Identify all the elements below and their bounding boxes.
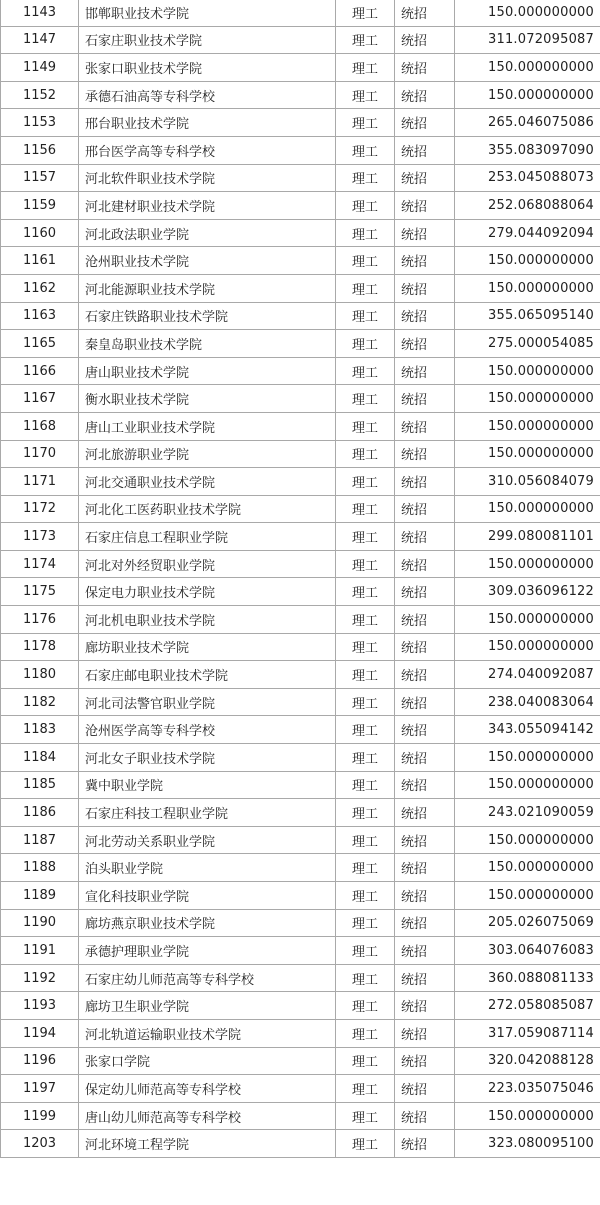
admission-batch-cell: 统招 — [395, 744, 455, 772]
school-name-cell: 廊坊燕京职业技术学院 — [79, 909, 336, 937]
table-row — [1, 26, 600, 54]
admission-batch-cell: 统招 — [395, 440, 455, 468]
school-code-cell: 1143 — [1, 0, 79, 26]
school-name-cell: 廊坊卫生职业学院 — [79, 992, 336, 1020]
subject-category-cell: 理工 — [336, 606, 395, 634]
school-name-cell: 石家庄信息工程职业学院 — [79, 523, 336, 551]
admission-batch-cell: 统招 — [395, 937, 455, 965]
subject-category-cell: 理工 — [336, 412, 395, 440]
school-code-cell: 1184 — [1, 744, 79, 772]
score-cell: 150.000000000 — [455, 81, 600, 109]
table-row — [1, 578, 600, 606]
subject-category-cell: 理工 — [336, 633, 395, 661]
subject-category-cell: 理工 — [336, 357, 395, 385]
school-code-cell: 1188 — [1, 854, 79, 882]
score-cell: 360.088081133 — [455, 964, 600, 992]
admission-batch-cell: 统招 — [395, 909, 455, 937]
subject-category-cell: 理工 — [336, 385, 395, 413]
score-cell: 150.000000000 — [455, 54, 600, 82]
table-row — [1, 606, 600, 634]
score-cell: 355.083097090 — [455, 136, 600, 164]
subject-category-cell: 理工 — [336, 247, 395, 275]
school-code-cell: 1183 — [1, 716, 79, 744]
school-code-cell: 1197 — [1, 1075, 79, 1103]
score-cell: 150.000000000 — [455, 854, 600, 882]
admission-batch-cell: 统招 — [395, 661, 455, 689]
school-name-cell: 唐山职业技术学院 — [79, 357, 336, 385]
admission-batch-cell: 统招 — [395, 136, 455, 164]
admission-batch-cell: 统招 — [395, 468, 455, 496]
admission-batch-cell: 统招 — [395, 523, 455, 551]
admission-batch-cell: 统招 — [395, 412, 455, 440]
admission-batch-cell: 统招 — [395, 633, 455, 661]
admission-batch-cell: 统招 — [395, 688, 455, 716]
school-name-cell: 衡水职业技术学院 — [79, 385, 336, 413]
school-code-cell: 1171 — [1, 468, 79, 496]
table-row — [1, 964, 600, 992]
school-name-cell: 河北软件职业技术学院 — [79, 164, 336, 192]
score-cell: 310.056084079 — [455, 468, 600, 496]
school-code-cell: 1196 — [1, 1047, 79, 1075]
table-row — [1, 633, 600, 661]
table-row — [1, 1019, 600, 1047]
school-code-cell: 1168 — [1, 412, 79, 440]
table-row — [1, 1130, 600, 1158]
score-cell: 279.044092094 — [455, 219, 600, 247]
school-name-cell: 唐山幼儿师范高等专科学校 — [79, 1102, 336, 1130]
school-code-cell: 1157 — [1, 164, 79, 192]
school-name-cell: 河北政法职业学院 — [79, 219, 336, 247]
school-name-cell: 承德石油高等专科学校 — [79, 81, 336, 109]
score-cell: 272.058085087 — [455, 992, 600, 1020]
school-name-cell: 石家庄职业技术学院 — [79, 26, 336, 54]
school-name-cell: 沧州医学高等专科学校 — [79, 716, 336, 744]
school-code-cell: 1182 — [1, 688, 79, 716]
subject-category-cell: 理工 — [336, 495, 395, 523]
subject-category-cell: 理工 — [336, 744, 395, 772]
table-row — [1, 523, 600, 551]
score-cell: 343.055094142 — [455, 716, 600, 744]
school-name-cell: 邢台医学高等专科学校 — [79, 136, 336, 164]
table-row — [1, 0, 600, 26]
table-row — [1, 799, 600, 827]
admission-batch-cell: 统招 — [395, 606, 455, 634]
score-cell: 150.000000000 — [455, 440, 600, 468]
school-code-cell: 1176 — [1, 606, 79, 634]
score-cell: 150.000000000 — [455, 550, 600, 578]
admission-batch-cell: 统招 — [395, 357, 455, 385]
school-code-cell: 1180 — [1, 661, 79, 689]
subject-category-cell: 理工 — [336, 992, 395, 1020]
school-name-cell: 石家庄铁路职业技术学院 — [79, 302, 336, 330]
subject-category-cell: 理工 — [336, 688, 395, 716]
score-cell: 150.000000000 — [455, 633, 600, 661]
table-row — [1, 550, 600, 578]
school-name-cell: 河北司法警官职业学院 — [79, 688, 336, 716]
school-code-cell: 1159 — [1, 192, 79, 220]
subject-category-cell: 理工 — [336, 909, 395, 937]
score-cell: 303.064076083 — [455, 937, 600, 965]
table-row — [1, 937, 600, 965]
subject-category-cell: 理工 — [336, 550, 395, 578]
school-name-cell: 河北旅游职业学院 — [79, 440, 336, 468]
subject-category-cell: 理工 — [336, 523, 395, 551]
score-cell: 205.026075069 — [455, 909, 600, 937]
school-name-cell: 保定电力职业技术学院 — [79, 578, 336, 606]
school-code-cell: 1172 — [1, 495, 79, 523]
school-code-cell: 1174 — [1, 550, 79, 578]
school-name-cell: 张家口职业技术学院 — [79, 54, 336, 82]
score-cell: 320.042088128 — [455, 1047, 600, 1075]
admission-batch-cell: 统招 — [395, 1130, 455, 1158]
table-row — [1, 302, 600, 330]
subject-category-cell: 理工 — [336, 219, 395, 247]
admission-batch-cell: 统招 — [395, 495, 455, 523]
subject-category-cell: 理工 — [336, 440, 395, 468]
score-cell: 150.000000000 — [455, 274, 600, 302]
school-code-cell: 1163 — [1, 302, 79, 330]
table-row — [1, 440, 600, 468]
admission-batch-cell: 统招 — [395, 771, 455, 799]
admission-batch-cell: 统招 — [395, 799, 455, 827]
score-cell: 150.000000000 — [455, 247, 600, 275]
school-name-cell: 河北化工医药职业技术学院 — [79, 495, 336, 523]
school-code-cell: 1153 — [1, 109, 79, 137]
admission-batch-cell: 统招 — [395, 716, 455, 744]
subject-category-cell: 理工 — [336, 882, 395, 910]
school-code-cell: 1175 — [1, 578, 79, 606]
admission-batch-cell: 统招 — [395, 274, 455, 302]
subject-category-cell: 理工 — [336, 302, 395, 330]
admission-batch-cell: 统招 — [395, 0, 455, 26]
school-name-cell: 石家庄科技工程职业学院 — [79, 799, 336, 827]
score-cell: 243.021090059 — [455, 799, 600, 827]
admission-batch-cell: 统招 — [395, 54, 455, 82]
table-row — [1, 688, 600, 716]
subject-category-cell: 理工 — [336, 1047, 395, 1075]
school-name-cell: 河北能源职业技术学院 — [79, 274, 336, 302]
admission-batch-cell: 统招 — [395, 826, 455, 854]
table-row — [1, 330, 600, 358]
subject-category-cell: 理工 — [336, 854, 395, 882]
admission-batch-cell: 统招 — [395, 109, 455, 137]
score-cell: 150.000000000 — [455, 744, 600, 772]
admission-batch-cell: 统招 — [395, 192, 455, 220]
table-row — [1, 1075, 600, 1103]
admission-batch-cell: 统招 — [395, 550, 455, 578]
table-row — [1, 412, 600, 440]
subject-category-cell: 理工 — [336, 1130, 395, 1158]
school-code-cell: 1199 — [1, 1102, 79, 1130]
subject-category-cell: 理工 — [336, 964, 395, 992]
table-row — [1, 1102, 600, 1130]
school-code-cell: 1167 — [1, 385, 79, 413]
admission-batch-cell: 统招 — [395, 330, 455, 358]
table-row — [1, 357, 600, 385]
admission-batch-cell: 统招 — [395, 1075, 455, 1103]
school-name-cell: 河北建材职业技术学院 — [79, 192, 336, 220]
score-cell: 223.035075046 — [455, 1075, 600, 1103]
subject-category-cell: 理工 — [336, 826, 395, 854]
school-name-cell: 河北对外经贸职业学院 — [79, 550, 336, 578]
school-name-cell: 石家庄邮电职业技术学院 — [79, 661, 336, 689]
school-name-cell: 唐山工业职业技术学院 — [79, 412, 336, 440]
table-row — [1, 54, 600, 82]
subject-category-cell: 理工 — [336, 1102, 395, 1130]
school-name-cell: 河北女子职业技术学院 — [79, 744, 336, 772]
school-code-cell: 1189 — [1, 882, 79, 910]
school-code-cell: 1147 — [1, 26, 79, 54]
school-name-cell: 沧州职业技术学院 — [79, 247, 336, 275]
school-name-cell: 泊头职业学院 — [79, 854, 336, 882]
school-name-cell: 宣化科技职业学院 — [79, 882, 336, 910]
table-row — [1, 136, 600, 164]
admission-batch-cell: 统招 — [395, 81, 455, 109]
admission-batch-cell: 统招 — [395, 302, 455, 330]
table-row — [1, 495, 600, 523]
admission-batch-cell: 统招 — [395, 854, 455, 882]
admission-batch-cell: 统招 — [395, 1019, 455, 1047]
school-code-cell: 1160 — [1, 219, 79, 247]
school-code-cell: 1178 — [1, 633, 79, 661]
subject-category-cell: 理工 — [336, 54, 395, 82]
score-cell: 252.068088064 — [455, 192, 600, 220]
subject-category-cell: 理工 — [336, 192, 395, 220]
admission-batch-cell: 统招 — [395, 964, 455, 992]
table-row — [1, 744, 600, 772]
table-row — [1, 716, 600, 744]
school-code-cell: 1194 — [1, 1019, 79, 1047]
school-code-cell: 1152 — [1, 81, 79, 109]
table-row — [1, 771, 600, 799]
subject-category-cell: 理工 — [336, 26, 395, 54]
score-cell: 317.059087114 — [455, 1019, 600, 1047]
school-code-cell: 1191 — [1, 937, 79, 965]
school-code-cell: 1190 — [1, 909, 79, 937]
subject-category-cell: 理工 — [336, 164, 395, 192]
school-code-cell: 1166 — [1, 357, 79, 385]
table-row — [1, 274, 600, 302]
school-name-cell: 冀中职业学院 — [79, 771, 336, 799]
school-code-cell: 1162 — [1, 274, 79, 302]
score-cell: 150.000000000 — [455, 1102, 600, 1130]
table-row — [1, 661, 600, 689]
subject-category-cell: 理工 — [336, 109, 395, 137]
school-code-cell: 1161 — [1, 247, 79, 275]
score-cell: 309.036096122 — [455, 578, 600, 606]
school-code-cell: 1173 — [1, 523, 79, 551]
school-name-cell: 河北劳动关系职业学院 — [79, 826, 336, 854]
school-code-cell: 1156 — [1, 136, 79, 164]
score-cell: 275.000054085 — [455, 330, 600, 358]
score-cell: 265.046075086 — [455, 109, 600, 137]
score-cell: 355.065095140 — [455, 302, 600, 330]
school-name-cell: 廊坊职业技术学院 — [79, 633, 336, 661]
subject-category-cell: 理工 — [336, 468, 395, 496]
table-row — [1, 992, 600, 1020]
subject-category-cell: 理工 — [336, 578, 395, 606]
subject-category-cell: 理工 — [336, 274, 395, 302]
score-cell: 150.000000000 — [455, 882, 600, 910]
table-row — [1, 882, 600, 910]
score-cell: 150.000000000 — [455, 385, 600, 413]
score-cell: 150.000000000 — [455, 0, 600, 26]
score-cell: 323.080095100 — [455, 1130, 600, 1158]
school-code-cell: 1185 — [1, 771, 79, 799]
score-cell: 150.000000000 — [455, 826, 600, 854]
score-cell: 311.072095087 — [455, 26, 600, 54]
school-name-cell: 石家庄幼儿师范高等专科学校 — [79, 964, 336, 992]
table-row — [1, 468, 600, 496]
school-code-cell: 1193 — [1, 992, 79, 1020]
score-cell: 150.000000000 — [455, 357, 600, 385]
table-row — [1, 192, 600, 220]
table-row — [1, 164, 600, 192]
school-name-cell: 张家口学院 — [79, 1047, 336, 1075]
table-row — [1, 1047, 600, 1075]
admission-batch-cell: 统招 — [395, 578, 455, 606]
subject-category-cell: 理工 — [336, 0, 395, 26]
school-name-cell: 河北机电职业技术学院 — [79, 606, 336, 634]
table-row — [1, 81, 600, 109]
school-code-cell: 1170 — [1, 440, 79, 468]
admission-batch-cell: 统招 — [395, 992, 455, 1020]
table-row — [1, 109, 600, 137]
school-name-cell: 承德护理职业学院 — [79, 937, 336, 965]
subject-category-cell: 理工 — [336, 799, 395, 827]
table-row — [1, 247, 600, 275]
school-name-cell: 河北交通职业技术学院 — [79, 468, 336, 496]
table-row — [1, 219, 600, 247]
subject-category-cell: 理工 — [336, 771, 395, 799]
score-cell: 274.040092087 — [455, 661, 600, 689]
admission-batch-cell: 统招 — [395, 385, 455, 413]
admission-batch-cell: 统招 — [395, 219, 455, 247]
school-code-cell: 1203 — [1, 1130, 79, 1158]
subject-category-cell: 理工 — [336, 330, 395, 358]
school-name-cell: 河北轨道运输职业技术学院 — [79, 1019, 336, 1047]
school-code-cell: 1192 — [1, 964, 79, 992]
subject-category-cell: 理工 — [336, 716, 395, 744]
table-body — [1, 0, 600, 1157]
school-code-cell: 1187 — [1, 826, 79, 854]
score-cell: 253.045088073 — [455, 164, 600, 192]
subject-category-cell: 理工 — [336, 1019, 395, 1047]
subject-category-cell: 理工 — [336, 1075, 395, 1103]
table-row — [1, 385, 600, 413]
table-row — [1, 826, 600, 854]
score-cell: 150.000000000 — [455, 771, 600, 799]
admission-batch-cell: 统招 — [395, 1047, 455, 1075]
school-name-cell: 河北环境工程学院 — [79, 1130, 336, 1158]
score-cell: 150.000000000 — [455, 606, 600, 634]
table-row — [1, 854, 600, 882]
school-name-cell: 秦皇岛职业技术学院 — [79, 330, 336, 358]
score-cell: 150.000000000 — [455, 412, 600, 440]
score-cell: 299.080081101 — [455, 523, 600, 551]
subject-category-cell: 理工 — [336, 81, 395, 109]
subject-category-cell: 理工 — [336, 136, 395, 164]
admission-batch-cell: 统招 — [395, 26, 455, 54]
subject-category-cell: 理工 — [336, 937, 395, 965]
school-code-cell: 1149 — [1, 54, 79, 82]
admission-batch-cell: 统招 — [395, 882, 455, 910]
school-name-cell: 保定幼儿师范高等专科学校 — [79, 1075, 336, 1103]
score-cell: 150.000000000 — [455, 495, 600, 523]
admission-batch-cell: 统招 — [395, 247, 455, 275]
subject-category-cell: 理工 — [336, 661, 395, 689]
admission-batch-cell: 统招 — [395, 1102, 455, 1130]
school-code-cell: 1186 — [1, 799, 79, 827]
table-row — [1, 909, 600, 937]
score-cell: 238.040083064 — [455, 688, 600, 716]
admission-batch-cell: 统招 — [395, 164, 455, 192]
school-code-cell: 1165 — [1, 330, 79, 358]
school-name-cell: 邢台职业技术学院 — [79, 109, 336, 137]
school-name-cell: 邯郸职业技术学院 — [79, 0, 336, 26]
